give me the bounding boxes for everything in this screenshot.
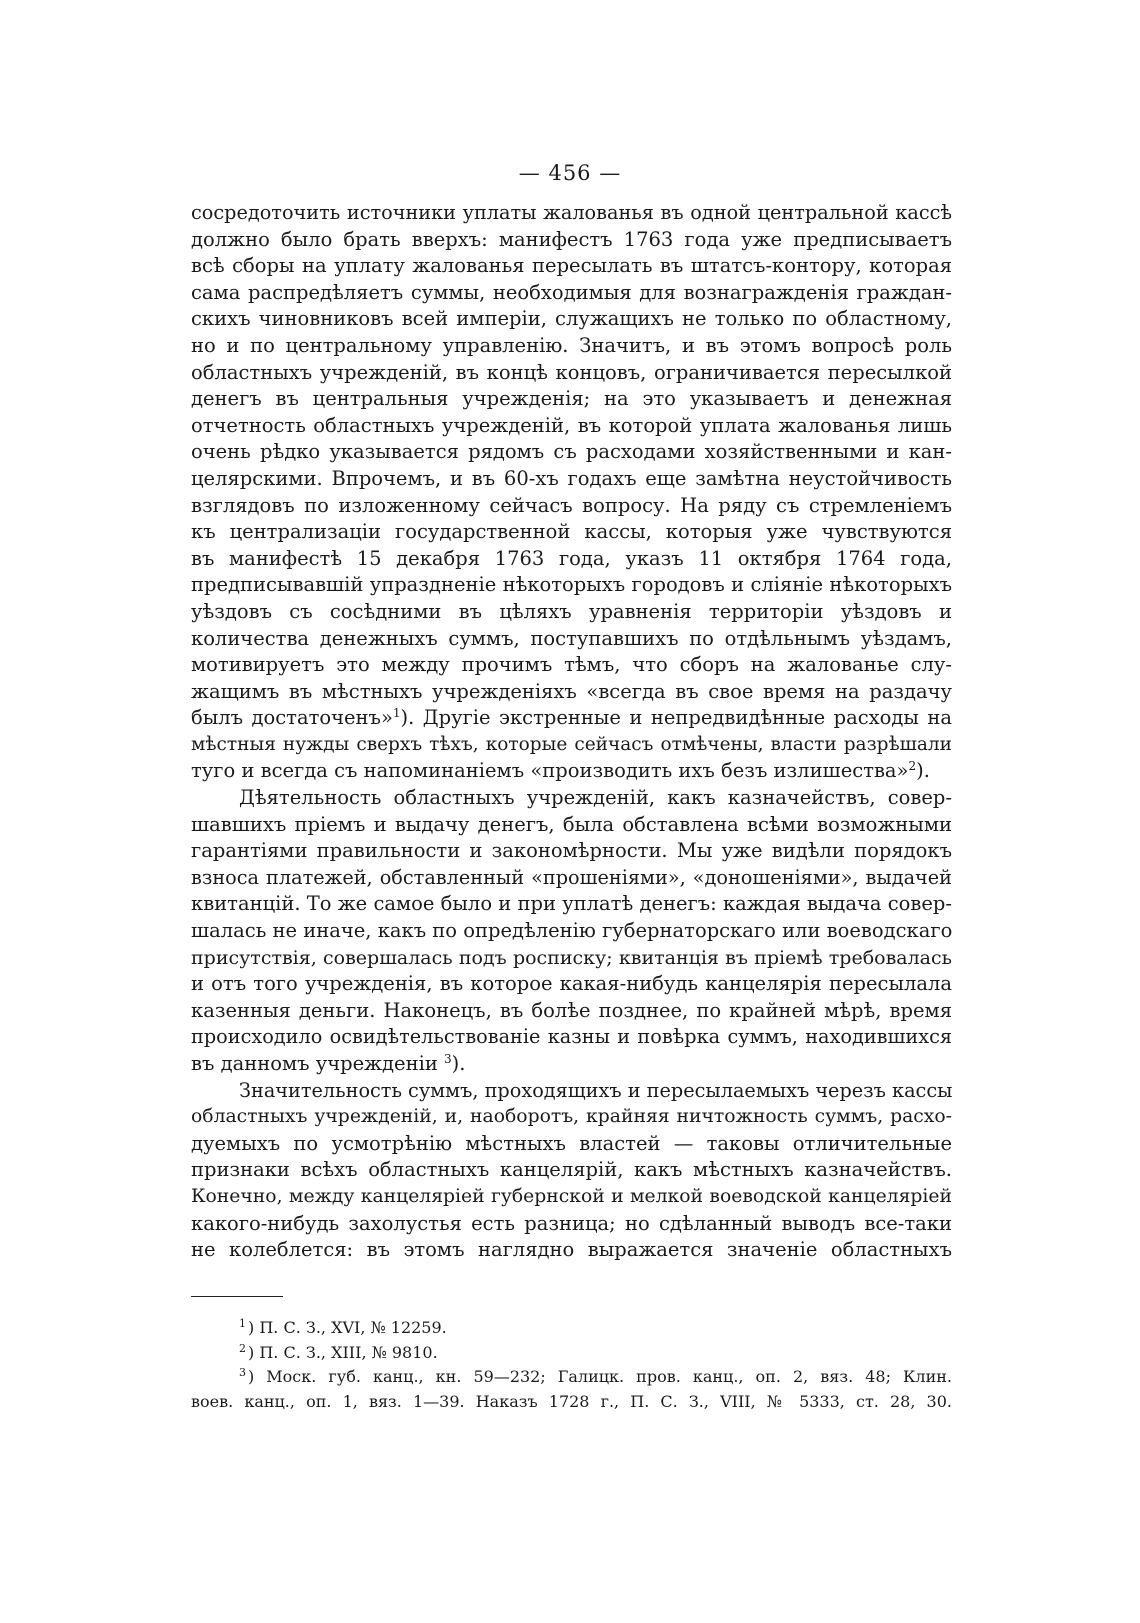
footnote-2 (191, 1341, 952, 1366)
footnote-reference: 2 (908, 759, 917, 774)
paragraph-1 (191, 200, 952, 785)
footnote-1 (191, 1316, 952, 1341)
text-line: уѣздовъ съ сосѣдними въ цѣляхъ уравненія территоріи уѣздовъ и (191, 599, 952, 623)
text-line: присутствія, совершалась подъ росписку; квитанція въ пріемѣ требовалась (191, 946, 952, 969)
body-text (191, 200, 952, 1264)
paragraph-2 (191, 785, 952, 1078)
text-line: дуемыхъ по усмотрѣнію мѣстныхъ властей — таковы отличительные (191, 1131, 952, 1155)
footnote-reference: 1 (392, 706, 401, 721)
footnote-mark: 1 (239, 1317, 246, 1330)
text-line: какого-нибудь захолустья есть разница; но сдѣланный выводъ все-таки (191, 1211, 952, 1235)
text-line: Дѣятельность областныхъ учрежденій, какъ казначействъ, совер- (239, 786, 952, 810)
text-line: но и по центральному управленію. Значитъ, и въ этомъ вопросѣ роль (191, 333, 952, 357)
text-line: признаки всѣхъ областныхъ канцелярій, какъ мѣстныхъ казначействъ. (191, 1158, 952, 1182)
text-line: мотивируетъ это между прочимъ тѣмъ, что сборъ на жалованье слу- (191, 653, 952, 677)
text-line: гарантіями правильности и закономѣрности. Мы уже видѣли порядокъ (191, 839, 952, 863)
text-line: областныхъ учрежденій, и, наоборотъ, крайняя ничтожность суммъ, расхо- (191, 1106, 952, 1128)
footnote-text: ) Моск. губ. канц., кн. 59—232; Галицк. пров. канц., оп. 2, вяз. 48; Клин. (248, 1367, 952, 1386)
text-line: взглядовъ по изложенному сейчасъ вопросу. На ряду съ стремленіемъ (191, 493, 952, 517)
text-line: и отъ того учрежденія, въ которое какая-нибудь канцелярія пересылала (191, 972, 952, 996)
text-line: шалась не иначе, какъ по опредѣленію губернаторскаго или воеводскаго (191, 919, 953, 943)
text-line: шавшихъ пріемъ и выдачу денегъ, была обставлена всѣми возможными (191, 812, 952, 836)
text-line: целярскими. Впрочемъ, и въ 60-хъ годахъ еще замѣтна неустойчивость (191, 466, 952, 490)
text-line: квитанцій. То же самое было и при уплатѣ денегъ: каждая выдача совер- (191, 892, 952, 916)
footnotes (191, 1316, 952, 1414)
text-run: ). (916, 759, 930, 783)
text-run: ). Другіе экстренные и непредвидѣнные расходы на (400, 706, 952, 730)
text-line: количества денежныхъ суммъ, поступавшихъ по отдѣльнымъ уѣздамъ, (191, 626, 952, 650)
text-run: въ данномъ учрежденіи (191, 1052, 438, 1075)
text-line: отчетность областныхъ учрежденій, въ которой уплата жалованья лишь (191, 413, 952, 437)
text-line-with-footnote (191, 758, 952, 785)
footnote-text: ) П. С. З., XVI, № 12259. (248, 1318, 447, 1337)
text-line: всѣ сборы на уплату жалованья пересылать въ штатсъ-контору, которая (191, 254, 952, 278)
footnote-mark: 3 (239, 1366, 246, 1379)
text-line: происходило освидѣтельствованіе казны и повѣрка суммъ, находившихся (191, 1025, 952, 1049)
footnote-reference: 3 (444, 1052, 452, 1066)
text-line: сосредоточить источники уплаты жалованья въ одной центральной кассѣ (191, 201, 952, 224)
text-line: въ манифестѣ 15 декабря 1763 года, указъ 11 октября 1764 года, (191, 546, 952, 570)
text-line: очень рѣдко указывается рядомъ съ расходами хозяйственными и кан- (191, 440, 952, 464)
page-number: — 456 — (518, 161, 622, 185)
paragraph-3 (191, 1078, 952, 1264)
text-line: не колеблется: въ этомъ наглядно выражается значеніе областныхъ (191, 1238, 952, 1262)
text-line: Значительность суммъ, проходящихъ и пересылаемыхъ черезъ кассы (239, 1078, 953, 1102)
text-line-with-footnote (191, 1051, 952, 1078)
text-line-with-footnote (191, 705, 952, 732)
footnote-text: ) П. С. З., XIII, № 9810. (248, 1342, 438, 1362)
footnote-3 (191, 1365, 952, 1390)
footnote-separator (191, 1296, 283, 1297)
text-run: былъ достаточенъ» (191, 706, 393, 730)
text-line: взноса платежей, обставленный «прошеніями», «доношеніями», выдачей (191, 865, 952, 889)
text-line: жащимъ въ мѣстныхъ учрежденіяхъ «всегда въ свое время на раздачу (191, 679, 952, 703)
text-line: областныхъ учрежденій, въ концѣ концовъ, ограничивается пересылкой (191, 360, 952, 384)
text-line: къ централизаціи государственной кассы, которыя уже чувствуются (191, 520, 952, 544)
text-line: скихъ чиновниковъ всей имперіи, служащихъ не только по областному, (191, 307, 952, 331)
text-run: туго и всегда съ напоминаніемъ «производить ихъ безъ излишества» (191, 759, 909, 783)
text-line: сама распредѣляетъ суммы, необходимыя для вознагражденія граждан- (191, 280, 952, 304)
text-run: ). (451, 1052, 466, 1075)
footnote-3-continuation: воев. канц., оп. 1, вяз. 1—39. Наказъ 1728 г., П. С. З., VIII, № 5333, ст. 28, 30. (191, 1391, 952, 1411)
text-line: должно было брать вверхъ: манифестъ 1763 года уже предписываетъ (191, 227, 952, 251)
text-line: предписывавшій упраздненіе нѣкоторыхъ городовъ и сліяніе нѣкоторыхъ (191, 573, 952, 597)
text-line: мѣстныя нужды сверхъ тѣхъ, которые сейчасъ отмѣчены, власти разрѣшали (191, 733, 952, 755)
text-line: казенныя деньги. Наконецъ, въ болѣе позднее, по крайней мѣрѣ, время (191, 998, 952, 1022)
text-line: денегъ въ центральныя учрежденія; на это указываетъ и денежная (191, 387, 952, 411)
footnote-mark: 2 (239, 1341, 246, 1355)
text-line: Конечно, между канцеляріей губернской и мелкой воеводской канцеляріей (191, 1185, 952, 1207)
